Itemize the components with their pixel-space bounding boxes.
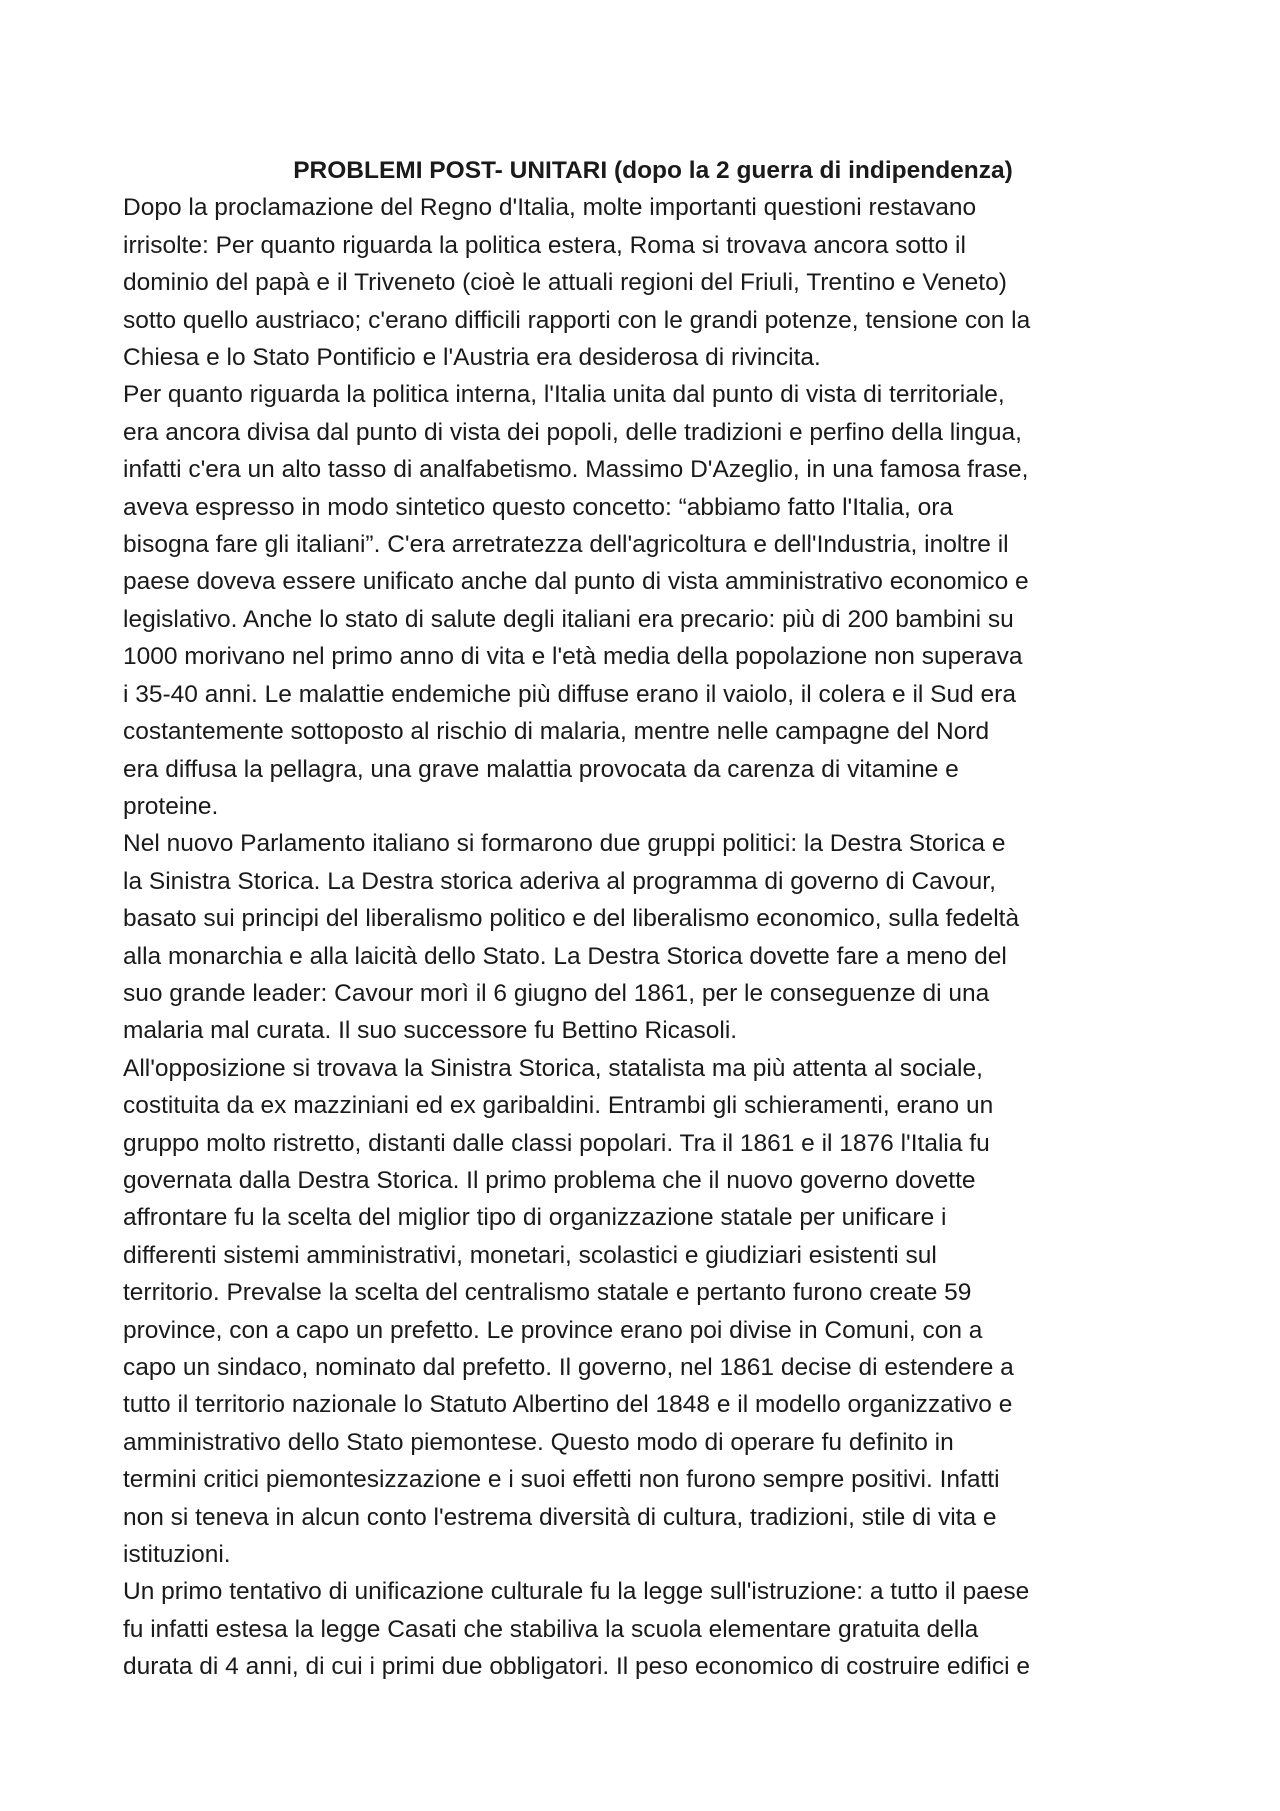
text-line: fu infatti estesa la legge Casati che stabiliva la scuola elementare gratuita della [123, 1615, 979, 1643]
text-line: termini critici piemontesizzazione e i suoi effetti non furono sempre positivi. Infatti [123, 1466, 1000, 1494]
document-title: PROBLEMI POST- UNITARI (dopo la 2 guerra di indipendenza) [293, 157, 1013, 184]
paragraph [123, 1573, 1183, 1685]
text-line: costituita da ex mazziniani ed ex garibaldini. Entrambi gli schieramenti, erano un [123, 1092, 994, 1120]
text-line: amministrativo dello Stato piemontese. Questo modo di operare fu definito in [123, 1428, 954, 1456]
text-line: non si teneva in alcun conto l'estrema diversità di cultura, tradizioni, stile di vita e [123, 1503, 997, 1531]
text-line: capo un sindaco, nominato dal prefetto. Il governo, nel 1861 decise di estendere a [123, 1354, 1014, 1381]
paragraph [123, 189, 1183, 376]
text-line: province, con a capo un prefetto. Le province erano poi divise in Comuni, con a [123, 1316, 983, 1344]
text-line: malaria mal curata. Il suo successore fu Bettino Ricasoli. [123, 1017, 738, 1045]
text-line: All'opposizione si trovava la Sinistra Storica, statalista ma più attenta al sociale, [123, 1054, 983, 1082]
text-line: governata dalla Destra Storica. Il primo problema che il nuovo governo dovette [123, 1166, 976, 1194]
text-line: irrisolte: Per quanto riguarda la politica estera, Roma si trovava ancora sotto il [123, 231, 966, 259]
text-line: Chiesa e lo Stato Pontificio e l'Austria era desiderosa di rivincita. [123, 344, 821, 372]
paragraph [123, 376, 1183, 825]
text-line: legislativo. Anche lo stato di salute degli italiani era precario: più di 200 bambini su [123, 605, 1014, 633]
text-line: paese doveva essere unificato anche dal punto di vista amministrativo economico e [123, 568, 1029, 596]
text-line: differenti sistemi amministrativi, monetari, scolastici e giudiziari esistenti sul [123, 1241, 937, 1269]
text-line: proteine. [123, 792, 219, 820]
text-line: territorio. Prevalse la scelta del centralismo statale e pertanto furono create 59 [123, 1279, 972, 1307]
text-line: Un primo tentativo di unificazione culturale fu la legge sull'istruzione: a tutto il paese [123, 1578, 1030, 1606]
text-line: era diffusa la pellagra, una grave malattia provocata da carenza di vitamine e [123, 755, 959, 783]
text-line: durata di 4 anni, di cui i primi due obbligatori. Il peso economico di costruire edifici e [123, 1653, 1030, 1681]
text-line: infatti c'era un alto tasso di analfabetismo. Massimo D'Azeglio, in una famosa frase, [123, 456, 1029, 484]
text-line: suo grande leader: Cavour morì il 6 giugno del 1861, per le conseguenze di una [123, 979, 990, 1007]
text-line: era ancora divisa dal punto di vista dei popoli, delle tradizioni e perfino della lingua, [123, 418, 1022, 446]
text-line: alla monarchia e alla laicità dello Stato. La Destra Storica dovette fare a meno del [123, 942, 1007, 970]
text-line: Per quanto riguarda la politica interna, l'Italia unita dal punto di vista di territoriale, [123, 381, 1005, 409]
text-line: 1000 morivano nel primo anno di vita e l'età media della popolazione non superava [123, 643, 1023, 671]
paragraphs-container [123, 189, 1183, 1685]
text-line: aveva espresso in modo sintetico questo concetto: “abbiamo fatto l'Italia, ora [123, 493, 953, 521]
text-line: affrontare fu la scelta del miglior tipo di organizzazione statale per unificare i [123, 1204, 947, 1232]
paragraph [123, 825, 1183, 1049]
paragraph [123, 1050, 1183, 1574]
text-line: istituzioni. [123, 1541, 231, 1569]
text-line: la Sinistra Storica. La Destra storica aderiva al programma di governo di Cavour, [123, 867, 996, 895]
text-line: Nel nuovo Parlamento italiano si formarono due gruppi politici: la Destra Storica e [123, 830, 1006, 858]
text-line: i 35-40 anni. Le malattie endemiche più diffuse erano il vaiolo, il colera e il Sud era [123, 680, 1016, 708]
text-line: dominio del papà e il Triveneto (cioè le attuali regioni del Friuli, Trentino e Veneto) [123, 269, 1007, 297]
text-line: bisogna fare gli italiani”. C'era arretratezza dell'agricoltura e dell'Industria, inoltre il [123, 531, 1009, 559]
text-line: Dopo la proclamazione del Regno d'Italia, molte importanti questioni restavano [123, 194, 977, 222]
text-line: sotto quello austriaco; c'erano difficili rapporti con le grandi potenze, tensione con la [123, 306, 1031, 334]
text-line: costantemente sottoposto al rischio di malaria, mentre nelle campagne del Nord [123, 718, 990, 746]
document-body [123, 152, 1183, 1686]
text-line: tutto il territorio nazionale lo Statuto Albertino del 1848 e il modello organizzativo e [123, 1391, 1013, 1419]
text-line: gruppo molto ristretto, distanti dalle classi popolari. Tra il 1861 e il 1876 l'Italia fu [123, 1129, 990, 1157]
text-line: basato sui principi del liberalismo politico e del liberalismo economico, sulla fedeltà [123, 905, 1020, 933]
